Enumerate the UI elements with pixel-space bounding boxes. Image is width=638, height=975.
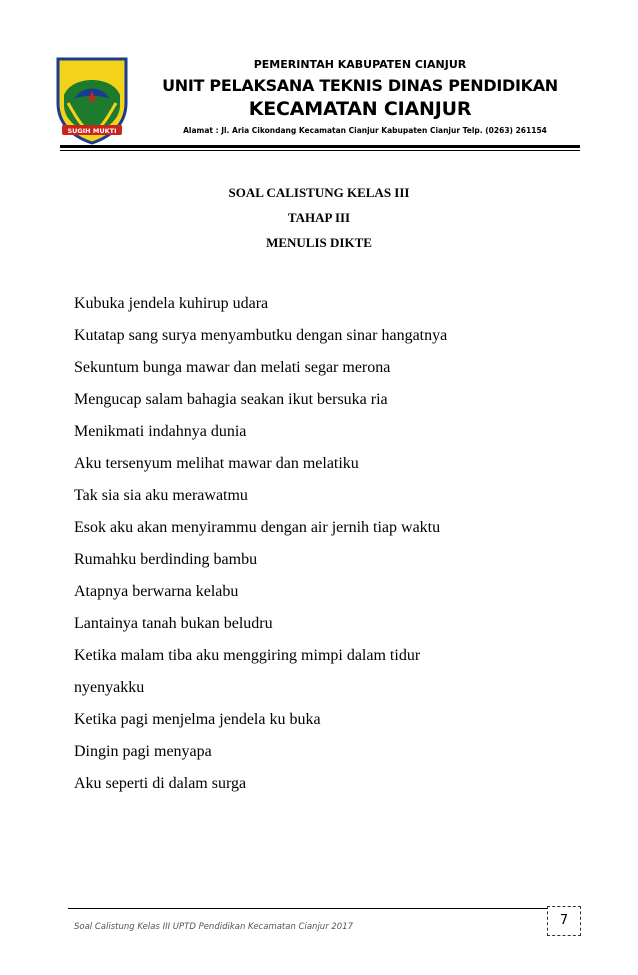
- header-divider-thick: [60, 145, 580, 148]
- dictation-line: Menikmati indahnya dunia: [74, 423, 247, 440]
- kop-unit: UNIT PELAKSANA TEKNIS DINAS PENDIDIKAN: [162, 76, 558, 95]
- dictation-line: Sekuntum bunga mawar dan melati segar merona: [74, 359, 391, 376]
- footer-caption: Soal Calistung Kelas III UPTD Pendidikan Kecamatan Cianjur 2017: [74, 922, 354, 932]
- dictation-line: Rumahku berdinding bambu: [74, 551, 258, 568]
- dictation-line: Esok aku akan menyirammu dengan air jernih tiap waktu: [74, 519, 441, 536]
- kop-address: Alamat : Jl. Aria Cikondang Kecamatan Cianjur Kabupaten Cianjur Telp. (0263) 261154: [183, 126, 547, 135]
- footer-divider: [68, 908, 548, 909]
- dictation-line: Dingin pagi menyapa: [74, 743, 212, 760]
- dictation-line: nyenyakku: [74, 679, 145, 696]
- document-subject: MENULIS DIKTE: [266, 235, 372, 250]
- header-divider-thin: [60, 150, 580, 151]
- dictation-line: Lantainya tanah bukan beludru: [74, 615, 273, 632]
- dictation-line: Ketika pagi menjelma jendela ku buka: [74, 711, 321, 728]
- document-title: SOAL CALISTUNG KELAS III: [228, 185, 410, 200]
- dictation-line: Tak sia sia aku merawatmu: [74, 487, 248, 504]
- dictation-line: Atapnya berwarna kelabu: [74, 583, 239, 600]
- dictation-line: Kutatap sang surya menyambutku dengan sinar hangatnya: [74, 327, 448, 344]
- dictation-line: Kubuka jendela kuhirup udara: [74, 295, 269, 312]
- kop-district: KECAMATAN CIANJUR: [248, 98, 472, 120]
- cianjur-emblem-logo: [54, 55, 130, 145]
- document-stage: TAHAP III: [287, 210, 351, 225]
- dictation-line: Ketika malam tiba aku menggiring mimpi dalam tidur: [74, 647, 421, 664]
- logo-motto: SUGIH MUKTI: [67, 127, 117, 135]
- dictation-line: Aku tersenyum melihat mawar dan melatiku: [74, 455, 359, 472]
- dictation-text: [74, 288, 447, 800]
- page-number: 7: [547, 906, 581, 936]
- dictation-line: Mengucap salam bahagia seakan ikut bersuka ria: [74, 391, 388, 408]
- kop-government: PEMERINTAH KABUPATEN CIANJUR: [253, 58, 467, 71]
- dictation-line: Aku seperti di dalam surga: [74, 775, 247, 792]
